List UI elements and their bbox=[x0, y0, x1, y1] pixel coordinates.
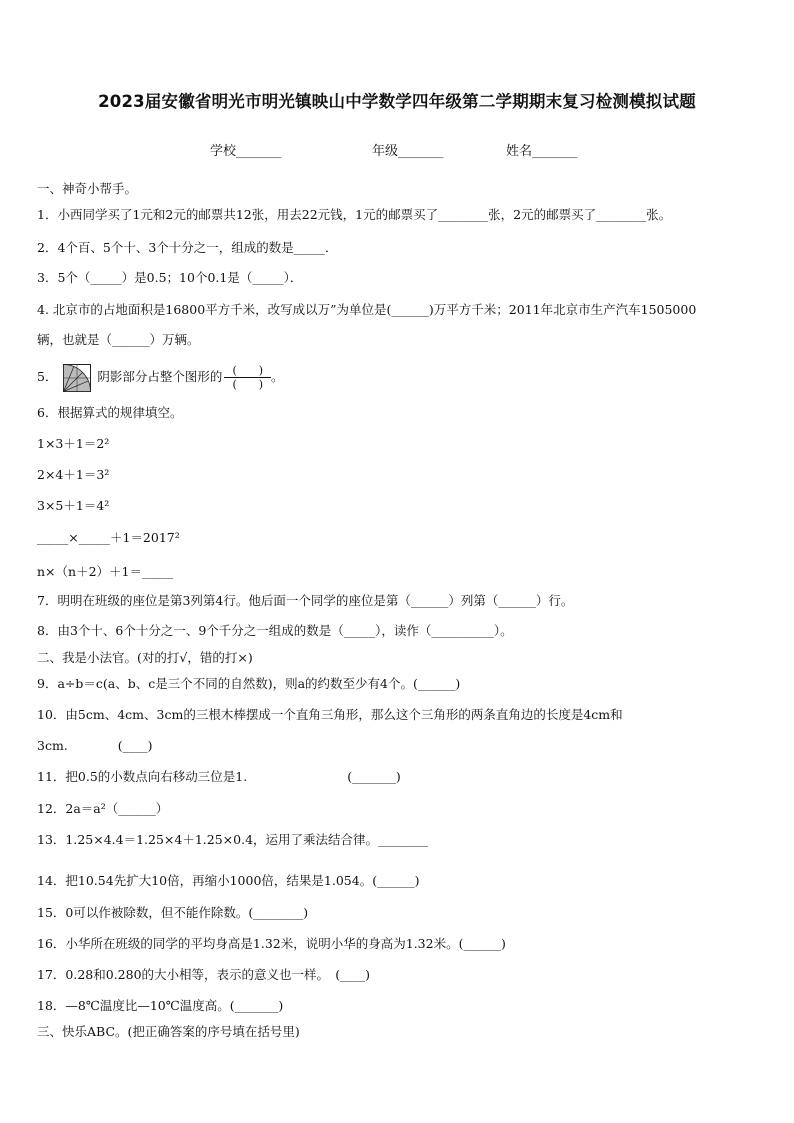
page-title: 2023届安徽省明光市明光镇映山中学数学四年级第二学期期末复习检测模拟试题 bbox=[98, 92, 696, 111]
fraction-numerator: ( ) bbox=[224, 364, 271, 378]
grade-field[interactable]: 年级_______ bbox=[372, 144, 444, 159]
pattern-line-5: n×（n＋2）＋1＝_____ bbox=[37, 564, 174, 579]
question-16: 16．小华所在班级的同学的平均身高是1.32米，说明小华的身高为1.32米。(______) bbox=[37, 936, 506, 951]
question-15: 15．0可以作被除数，但不能作除数。(________) bbox=[37, 905, 309, 920]
question-5-text: 阴影部分占整个图形的 bbox=[97, 369, 223, 384]
question-5 bbox=[37, 358, 767, 396]
question-11: 11．把0.5的小数点向右移动三位是1. (_______) bbox=[37, 769, 401, 784]
question-2: 2．4个百、5个十、3个十分之一，组成的数是_____． bbox=[37, 240, 338, 255]
question-3: 3．5个（_____）是0.5；10个0.1是（_____）． bbox=[37, 270, 303, 285]
question-14: 14．把10.54先扩大10倍，再缩小1000倍，结果是1.054。(______) bbox=[37, 873, 420, 888]
pattern-line-3: 3×5＋1＝4² bbox=[37, 498, 110, 513]
question-10-cont: 3cm. (____) bbox=[37, 738, 153, 753]
question-5-suffix: 。 bbox=[271, 369, 284, 384]
school-field[interactable]: 学校_______ bbox=[210, 144, 282, 159]
question-1: 1．小西同学买了1元和2元的邮票共12张，用去22元钱，1元的邮票买了________张，2元的邮票买了________张。 bbox=[37, 207, 672, 222]
shaded-quarter-circle-icon bbox=[63, 364, 91, 392]
question-12: 12．2a＝a²（______） bbox=[37, 801, 169, 816]
question-5-number: 5． bbox=[37, 369, 58, 384]
question-10: 10．由5cm、4cm、3cm的三根木棒摆成一个直角三角形，那么这个三角形的两条直角边的长度是4cm和 bbox=[37, 707, 623, 722]
question-4: 4. 北京市的占地面积是16800平方千米，改写成以万”为单位是(______)万平方千米；2011年北京市生产汽车1505000 bbox=[37, 302, 697, 317]
question-9: 9．a÷b＝c(a、b、c是三个不同的自然数)，则a的约数至少有4个。(______) bbox=[37, 676, 461, 691]
question-18: 18．—8℃温度比—10℃温度高。(_______) bbox=[37, 998, 284, 1013]
question-13: 13．1.25×4.4＝1.25×4＋1.25×0.4，运用了乘法结合律。________ bbox=[37, 832, 429, 847]
question-8: 8．由3个十、6个十分之一、9个千分之一组成的数是（_____），读作（__________）。 bbox=[37, 623, 513, 638]
question-17: 17．0.28和0.280的大小相等，表示的意义也一样。 (____) bbox=[37, 967, 371, 982]
fraction-denominator: ( ) bbox=[232, 378, 264, 391]
question-4-cont: 辆，也就是（______）万辆。 bbox=[37, 332, 200, 347]
pattern-line-1: 1×3＋1＝2² bbox=[37, 436, 110, 451]
section-heading-3: 三、快乐ABC。(把正确答案的序号填在括号里) bbox=[37, 1024, 300, 1039]
answer-fraction[interactable] bbox=[224, 364, 271, 391]
question-7: 7．明明在班级的座位是第3列第4行。他后面一个同学的座位是第（______）列第（______）行。 bbox=[37, 593, 574, 608]
section-heading-2: 二、我是小法官。(对的打√，错的打×) bbox=[37, 650, 253, 665]
name-field[interactable]: 姓名_______ bbox=[506, 144, 578, 159]
pattern-line-4: _____×_____＋1＝2017² bbox=[37, 530, 180, 545]
question-6: 6．根据算式的规律填空。 bbox=[37, 405, 183, 420]
pattern-line-2: 2×4＋1＝3² bbox=[37, 467, 110, 482]
section-heading-1: 一、神奇小帮手。 bbox=[37, 181, 138, 196]
